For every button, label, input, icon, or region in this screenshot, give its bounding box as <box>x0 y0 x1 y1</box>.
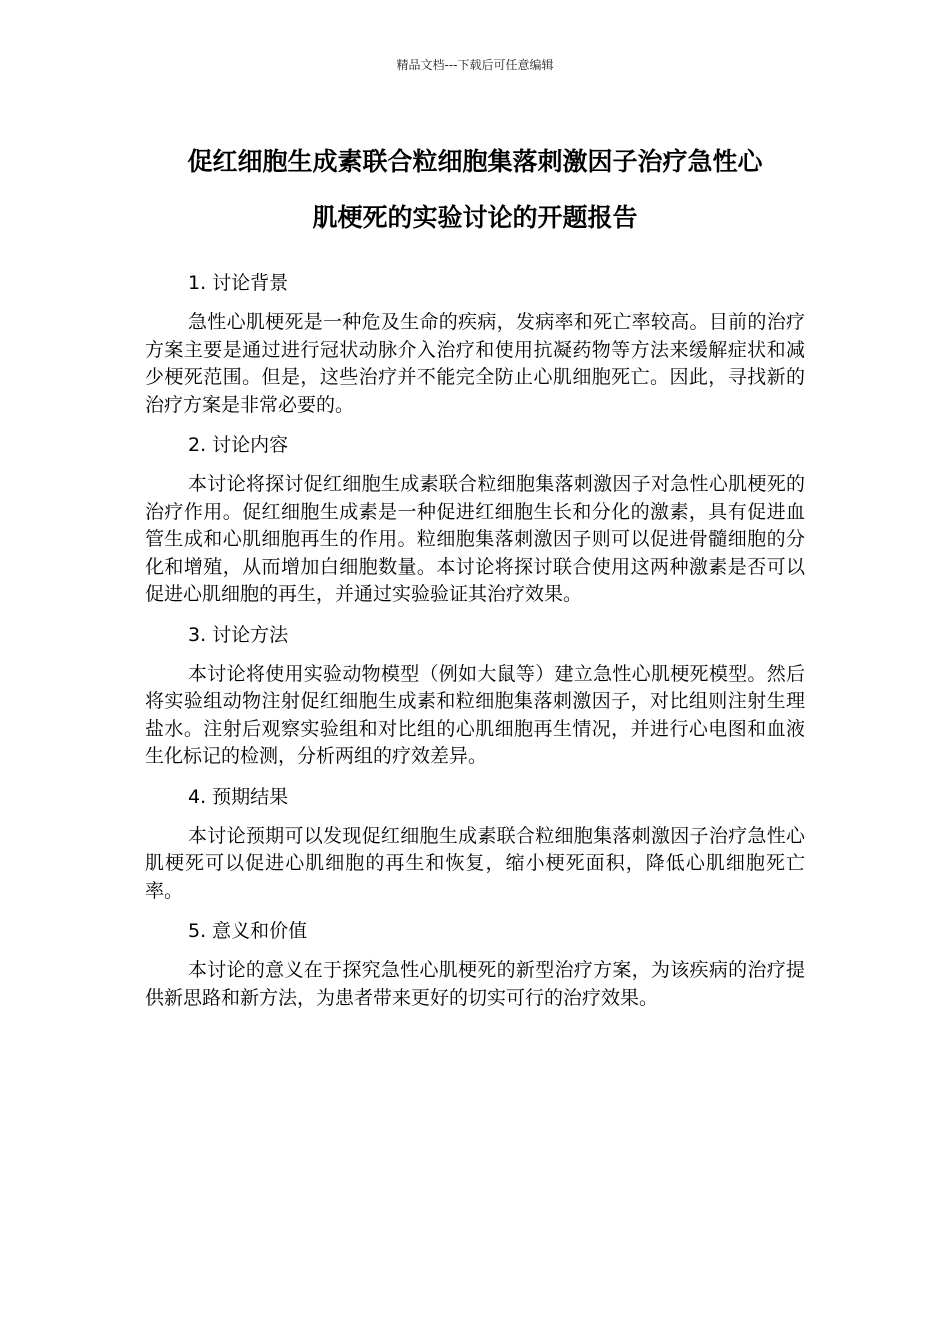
section-heading-expected-results: 4. 预期结果 <box>188 785 289 808</box>
document-body <box>145 268 805 1023</box>
title-line-2: 肌梗死的实验讨论的开题报告 <box>312 203 638 232</box>
section-paragraph-expected-results: 本讨论预期可以发现促红细胞生成素联合粒细胞集落刺激因子治疗急性心肌梗死可以促进心肌细胞的再生和恢复，缩小梗死面积，降低心肌细胞死亡率。 <box>145 824 805 902</box>
section-heading-background: 1. 讨论背景 <box>188 272 289 294</box>
section-paragraph-background: 急性心肌梗死是一种危及生命的疾病，发病率和死亡率较高。目前的治疗方案主要是通过进行冠状动脉介入治疗和使用抗凝药物等方法来缓解症状和减少梗死范围。但是，这些治疗并不能完全防止心肌细胞死亡。因此，寻找新的治疗方案是非常必要的。 <box>145 311 805 416</box>
section-heading-method: 3. 讨论方法 <box>188 623 289 646</box>
section-paragraph-significance: 本讨论的意义在于探究急性心肌梗死的新型治疗方案，为该疾病的治疗提供新思路和新方法，为患者带来更好的切实可行的治疗效果。 <box>145 959 805 1009</box>
section-paragraph-method: 本讨论将使用实验动物模型（例如大鼠等）建立急性心肌梗死模型。然后将实验组动物注射促红细胞生成素和粒细胞集落刺激因子，对比组则注射生理盐水。注射后观察实验组和对比组的心肌细胞再生情况，并进行心电图和血液生化标记的检测，分析两组的疗效差异。 <box>145 662 805 767</box>
section-paragraph-content: 本讨论将探讨促红细胞生成素联合粒细胞集落刺激因子对急性心肌梗死的治疗作用。促红细胞生成素是一种促进红细胞生长和分化的激素，具有促进血管生成和心肌细胞再生的作用。粒细胞集落刺激因子则可以促进骨髓细胞的分化和增殖，从而增加白细胞数量。本讨论将探讨联合使用这两种激素是否可以促进心肌细胞的再生，并通过实验验证其治疗效果。 <box>145 473 805 605</box>
title-line-1: 促红细胞生成素联合粒细胞集落刺激因子治疗急性心 <box>187 147 763 176</box>
page-header: 精品文档---下载后可任意编辑 <box>396 58 554 72</box>
section-heading-content: 2. 讨论内容 <box>188 434 289 456</box>
document-title <box>120 134 830 246</box>
section-heading-significance: 5. 意义和价值 <box>188 920 308 942</box>
